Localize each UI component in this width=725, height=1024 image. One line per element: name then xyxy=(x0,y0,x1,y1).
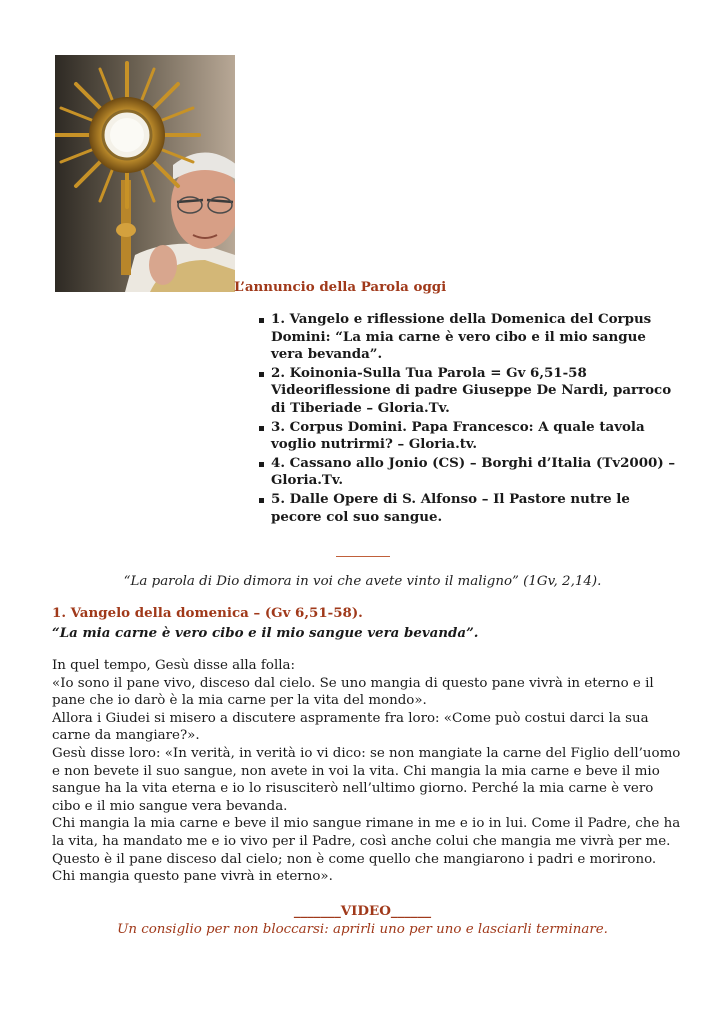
gospel-text xyxy=(52,657,682,886)
gospel-paragraph: «Io sono il pane vivo, disceso dal cielo. Se uno mangia di questo pane vivrà in eterno e il pane che io darò è la mia carne per la vita del mondo». xyxy=(52,675,654,709)
video-hint: Un consiglio per non bloccarsi: aprirli uno per uno e lasciarli terminare. xyxy=(117,922,608,937)
gospel-paragraph: Gesù disse loro: «In verità, in verità io vi dico: se non mangiate la carne del Figlio dell’uomo e non bevete il suo sangue, non avete in voi la vita. Chi mangia la mia carne e beve il mio sangue ha la vita eterna e io lo risusciterò nell’ultimo giorno. Perché la mia carne è vero cibo e il mio sangue vera bevanda. xyxy=(52,745,681,814)
scripture-quote: “La parola di Dio dimora in voi che avete vinto il maligno” (1Gv, 2,14). xyxy=(123,574,602,589)
video-heading: _______VIDEO______ xyxy=(293,903,432,919)
section-title: 1. Vangelo della domenica – (Gv 6,51-58). xyxy=(52,605,363,621)
pope-monstrance-photo xyxy=(55,55,235,292)
annuncio-heading: L’annuncio della Parola oggi xyxy=(234,279,447,295)
contents-item[interactable]: 4. Cassano allo Jonio (CS) – Borghi d’Italia (Tv2000) – Gloria.Tv. xyxy=(258,455,678,490)
contents-item[interactable]: 5. Dalle Opere di S. Alfonso – Il Pastore nutre le pecore col suo sangue. xyxy=(258,491,678,526)
contents-item[interactable]: 1. Vangelo e riflessione della Domenica del Corpus Domini: “La mia carne è vero cibo e il mio sangue vera bevanda”. xyxy=(258,311,678,364)
contents-item[interactable]: 3. Corpus Domini. Papa Francesco: A quale tavola voglio nutrirmi? – Gloria.tv. xyxy=(258,419,678,454)
gospel-paragraph: Allora i Giudei si misero a discutere aspramente fra loro: «Come può costui darci la sua carne da mangiare?». xyxy=(52,710,649,744)
separator-rule xyxy=(336,556,390,557)
gospel-paragraph: In quel tempo, Gesù disse alla folla: xyxy=(52,658,295,673)
contents-item[interactable]: 2. Koinonia-Sulla Tua Parola = Gv 6,51-58 Videoriflessione di padre Giuseppe De Nardi, parroco di Tiberiade – Gloria.Tv. xyxy=(258,365,678,418)
gospel-paragraph: Chi mangia la mia carne e beve il mio sangue rimane in me e io in lui. Come il Padre, che ha la vita, ha mandato me e io vivo per il Padre, così anche colui che mangia me vivrà per me. Questo è il pane disceso dal cielo; non è come quello che mangiarono i padri e morirono. Chi mangia questo pane vivrà in eterno». xyxy=(52,816,681,885)
contents-list xyxy=(258,311,678,527)
section-subtitle: “La mia carne è vero cibo e il mio sangue vera bevanda”. xyxy=(52,625,479,641)
